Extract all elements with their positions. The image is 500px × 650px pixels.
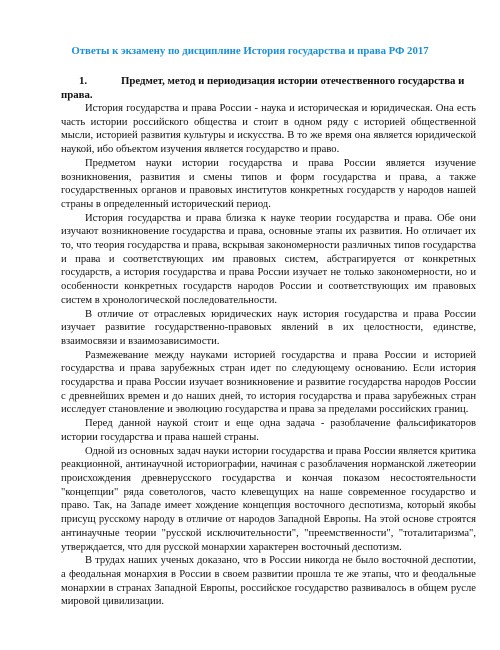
paragraph: В отличие от отраслевых юридических наук история государства и права России изучает развитие государственно-правовых явлений в их целостности, единстве, взаимосвязи и взаимозависимости. [61,308,476,347]
paragraph: Перед данной наукой стоит и еще одна задача - разоблачение фальсификаторов истории государства и права нашей страны. [61,418,476,443]
paragraph: История государства и права близка к науке теории государства и права. Обе они изучают возникновение государства и права, основные этапы их развития. Но отличает их то, что теория государства и права, вскрывая закономерности различных типов государства и права и соответствующих им правовых систем, абстрагируется от конкретных государств, а история государства и права России изучает не только закономерности, но и особенности конкретных государств народов России и соответствующих им правовых систем в хронологической последовательности. [61,212,476,306]
section-heading [61,74,476,102]
document-body [61,102,476,609]
paragraph: Предметом науки истории государства и права России является изучение возникновения, развития и смены типов и форм государства и права, а также государственных органов и правовых институтов конкретных государств у народов нашей страны в определенный исторический период. [61,157,476,210]
section-number: 1. [79,75,88,87]
paragraph: Одной из основных задач науки истории государства и права России является критика реакционной, антинаучной историографии, начиная с разоблачения норманской лжетеории происхождения древнерусского государства и кончая показом несостоятельности "концепции" ряда советологов, часто клевещущих на наше современное государство и право. Так, на Западе имеет хождение концепция восточного деспотизма, который якобы присущ русскому народу в отличие от народов Западной Европы. На этой основе строятся антинаучные теории "русской исключительности", "преемственности", "тоталитаризма", утверждается, что для русской монархии характерен восточный деспотизм. [61,445,476,553]
paragraph: История государства и права России - наука и историческая и юридическая. Она есть часть истории российского общества и стоит в одном ряду с историей общественной мысли, историей развития культуры и искусства. В то же время она является юридической наукой, ибо объектом изучения является государство и право. [61,103,476,156]
document-title: Ответы к экзамену по дисциплине История государства и права РФ 2017 [71,45,429,57]
paragraph: В трудах наших ученых доказано, что в России никогда не было восточной деспотии, а феодальная монархия в России в своем развитии прошла те же этапы, что и феодальные монархии в странах Западной Европы, российское государство развивалось в общем русле мировой цивилизации. [61,555,476,608]
section-heading-text: Предмет, метод и периодизация истории отечественного государства и права. [61,75,465,101]
paragraph: Размежевание между науками историей государства и права России и историей государства и права зарубежных стран идет по следующему основанию. Если история государства и права России изучает возникновение и развитие государства народов России с древнейших времен и до наших дней, то история государства и права зарубежных стран исследует становление и эволюцию государства и права за пределами российских границ. [61,349,476,416]
